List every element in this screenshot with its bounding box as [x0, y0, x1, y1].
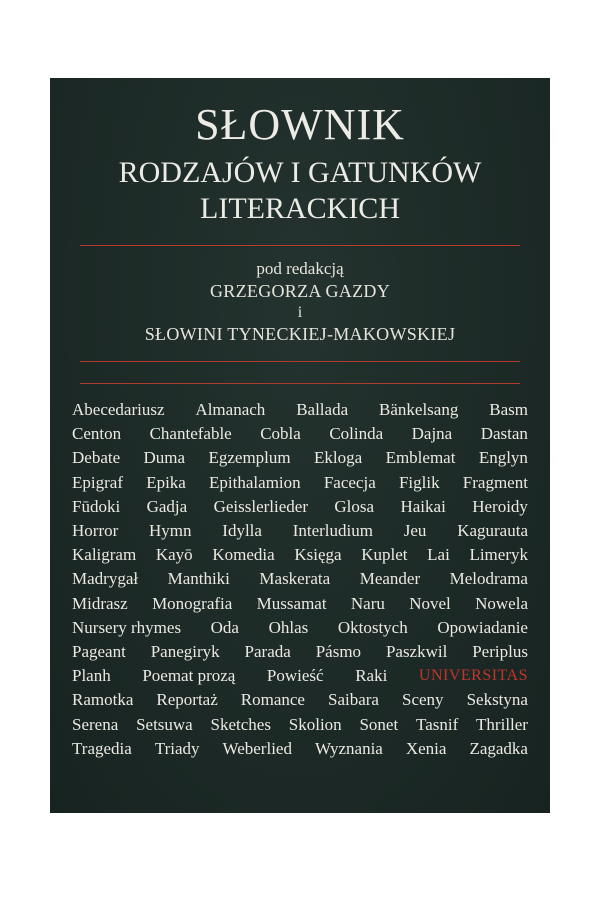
genre-word: Englyn: [478, 448, 528, 468]
genre-word: Abecedariusz: [72, 400, 165, 419]
genre-line: [72, 495, 528, 519]
genre-word: Planh: [72, 666, 111, 686]
genre-word: Glosa: [334, 496, 375, 516]
genre-word: Panegiryk: [150, 642, 220, 662]
divider-rule: [80, 383, 520, 384]
genre-word: Mussamat: [256, 593, 327, 613]
genre-word: Poemat prozą: [142, 666, 236, 686]
genre-word: Melodrama: [449, 569, 528, 589]
genre-word: Monografia: [152, 593, 233, 613]
genre-word: Wyznania: [314, 738, 383, 758]
genre-word: Colinda: [329, 424, 384, 444]
genre-word: Skolion: [288, 714, 342, 734]
genre-word: Naru: [350, 593, 385, 613]
genre-word: Novel: [409, 593, 451, 613]
genre-word: Duma: [143, 448, 186, 468]
genre-word: Powieść: [266, 666, 324, 686]
editor-name-2: SŁOWINI TYNECKIEJ-MAKOWSKIEJ: [144, 324, 456, 344]
genre-word: Almanach: [195, 400, 266, 419]
genre-line: [72, 713, 528, 737]
genre-word: Manthiki: [167, 569, 230, 589]
genre-word: Kuplet: [361, 545, 408, 565]
genre-word: Madrygał: [72, 569, 139, 589]
genre-word: Setsuwa: [136, 714, 193, 734]
genre-word: Meander: [359, 569, 421, 589]
genre-line: [72, 688, 528, 712]
genre-word: Oktostych: [337, 617, 408, 637]
genre-word: Serena: [72, 714, 119, 734]
genre-line: [72, 471, 528, 495]
genre-word: Epithalamion: [209, 472, 301, 492]
genre-word: Reportaż: [156, 690, 218, 710]
genre-word: Centon: [72, 424, 122, 444]
genre-word: Jeu: [403, 521, 427, 541]
genre-word: Księga: [294, 545, 342, 565]
genre-word: Debate: [72, 448, 121, 468]
genre-word: Ohlas: [268, 617, 309, 637]
genre-word: Kayō: [155, 545, 193, 565]
genre-line: [72, 519, 528, 543]
genre-word: Saibara: [328, 690, 379, 710]
genre-word: Kaligram: [72, 545, 137, 565]
editor-name-1: GRZEGORZA GAZDY: [210, 281, 390, 301]
book-subtitle-line2: LITERACKICH: [200, 192, 400, 225]
genre-word: Periplus: [472, 642, 528, 662]
genre-word: Paszkwil: [385, 642, 448, 662]
genre-word: Opowiadanie: [437, 617, 528, 637]
genre-word: Nowela: [475, 593, 528, 613]
genre-line: [72, 543, 528, 567]
genre-word: Idylla: [222, 521, 262, 541]
genre-word: Sceny: [402, 690, 444, 710]
genre-word: Ekloga: [314, 448, 363, 468]
genre-word: Egzemplum: [208, 448, 291, 468]
genre-line: [72, 567, 528, 591]
genre-word: Dajna: [411, 424, 453, 444]
genre-line: [72, 737, 528, 761]
book-subtitle-line1: RODZAJÓW I GATUNKÓW: [118, 156, 482, 189]
genre-line: [72, 616, 528, 640]
genre-word: Limeryk: [469, 545, 528, 565]
genre-word: Weberlied: [222, 738, 292, 758]
genre-word: Romance: [240, 690, 305, 710]
genre-line: [72, 664, 528, 688]
genre-word: Lai: [427, 545, 450, 565]
divider-rule: [80, 361, 520, 362]
genre-word: Thriller: [476, 714, 528, 734]
genre-word: Xenia: [405, 738, 447, 758]
genre-word: Bänkelsang: [379, 400, 459, 419]
genre-word: Maskerata: [259, 569, 331, 589]
genre-word: Geisslerlieder: [213, 496, 308, 516]
genre-word: Pásmo: [315, 642, 362, 662]
genre-word: Sketches: [210, 714, 271, 734]
genre-word: Figlik: [398, 472, 440, 492]
genre-word: Ramotka: [72, 690, 134, 710]
genre-word: Epika: [146, 472, 186, 492]
genre-line: [72, 446, 528, 470]
genre-word: Kagurauta: [457, 521, 528, 541]
genre-line: [72, 422, 528, 446]
book-title: SŁOWNIK: [195, 100, 405, 149]
genre-word: Tasnif: [416, 714, 459, 734]
genre-word: Gadja: [146, 496, 188, 516]
genre-word: Basm: [489, 400, 528, 419]
genre-word: Emblemat: [385, 448, 456, 468]
genre-word: Ballada: [296, 400, 349, 419]
genre-word: Triady: [154, 738, 200, 758]
genre-word: Nursery rhymes: [72, 617, 182, 637]
genre-word: Fragment: [462, 472, 528, 492]
genre-word: Heroidy: [472, 496, 528, 516]
genre-word: Dastan: [480, 424, 528, 444]
genre-word: Cobla: [260, 424, 301, 444]
genre-word: Komedia: [212, 545, 275, 565]
genre-word: Interludium: [292, 521, 373, 541]
divider-rule: [80, 245, 520, 246]
genre-word: Horror: [72, 521, 119, 541]
editors-intro: pod redakcją: [256, 259, 344, 278]
genre-word: Facecja: [323, 472, 376, 492]
genre-line: [72, 592, 528, 616]
genre-word: Tragedia: [72, 738, 132, 758]
genre-line: [72, 398, 528, 422]
genre-word: Sonet: [359, 714, 399, 734]
genre-word: Pageant: [72, 642, 126, 662]
genre-word: Hymn: [149, 521, 192, 541]
editors-conjunction: i: [297, 304, 303, 321]
genre-word: Raki: [355, 666, 388, 686]
genre-word: Epigraf: [72, 472, 123, 492]
genre-word: Sekstyna: [466, 690, 528, 710]
genre-word: Midrasz: [72, 593, 128, 613]
genre-word: Haikai: [400, 496, 446, 516]
publisher-name: UNIVERSITAS: [418, 667, 528, 685]
book-cover: [50, 78, 550, 813]
genre-list: [72, 398, 528, 761]
genre-word: Chantefable: [149, 424, 232, 444]
genre-word: Parada: [244, 642, 291, 662]
genre-word: Oda: [210, 617, 239, 637]
genre-line: [72, 640, 528, 664]
genre-word: Fūdoki: [72, 496, 121, 516]
genre-word: Zagadka: [469, 738, 528, 758]
